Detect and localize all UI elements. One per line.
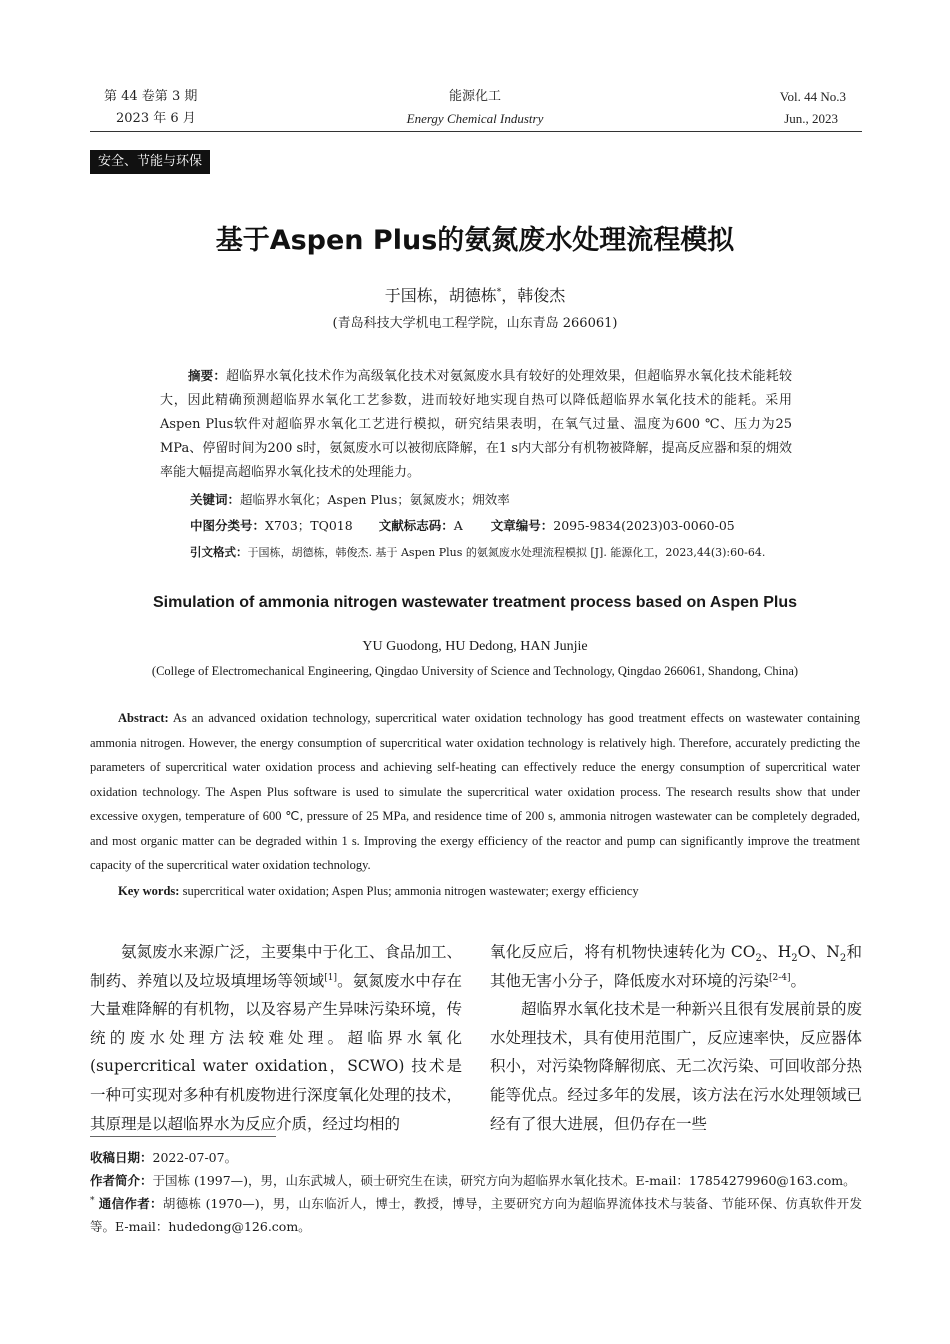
subscript: 2 xyxy=(839,953,847,965)
journal-volume-issue: 第 44 卷第 3 期 xyxy=(104,89,198,104)
corresponding-mark: * xyxy=(90,1195,95,1206)
received-value: 2022-07-07。 xyxy=(152,1150,238,1165)
body-paragraph xyxy=(490,938,862,995)
classification-row xyxy=(190,516,735,536)
keywords-cn-text: 超临界水氧化；Aspen Plus；氨氮废水；㶲效率 xyxy=(240,492,510,507)
body-text: O、N xyxy=(797,943,840,961)
footnote-author xyxy=(90,1169,862,1192)
authors-cn-main: 于国栋，胡德栋 xyxy=(384,286,497,305)
citation-text: 于国栋，胡德栋，韩俊杰. 基于 Aspen Plus 的氨氮废水处理流程模拟 [J]. 能源化工，2023,44(3):60-64. xyxy=(247,546,766,559)
keywords-cn-label: 关键词： xyxy=(190,492,241,507)
received-label: 收稿日期： xyxy=(90,1150,153,1165)
corresponding-mark: * xyxy=(496,287,502,298)
footnote-rule xyxy=(90,1136,276,1137)
citation xyxy=(190,542,765,563)
subscript: 2 xyxy=(791,953,798,965)
journal-volume-en: Vol. 44 No.3 xyxy=(779,89,846,104)
body-text: 氧化反应后，将有机物快速转化为 CO xyxy=(490,943,756,961)
body-text: 。 xyxy=(790,971,807,990)
authors-en: YU Guodong, HU Dedong, HAN Junjie xyxy=(362,639,588,654)
keywords-en xyxy=(118,880,639,902)
doc-code-value: A xyxy=(453,518,463,533)
clc-value: X703；TQ018 xyxy=(265,518,353,533)
author-label: 作者简介： xyxy=(90,1173,153,1188)
affiliation-cn: (青岛科技大学机电工程学院，山东青岛 266061) xyxy=(332,316,618,331)
body-text: 、H xyxy=(761,943,792,961)
journal-date: 2023 年 6 月 xyxy=(116,111,196,126)
article-no-label: 文章编号： xyxy=(490,518,554,533)
subscript: 2 xyxy=(755,953,762,965)
abstract-cn xyxy=(160,364,792,485)
header-rule xyxy=(90,131,862,132)
clc-label: 中图分类号： xyxy=(190,518,266,533)
abstract-en-label: Abstract: xyxy=(118,711,169,725)
affiliation-en: (College of Electromechanical Engineering, Qingdao University of Science and Technology, Qingdao 266061, Shandong, China) xyxy=(151,664,799,678)
abstract-en-text: As an advanced oxidation technology, supercritical water oxidation technology has good treatment effects on wastewater containing ammonia nitrogen. However, the energy consumption of supercritical water oxidation technology is relatively high. Therefore, accurately predicting the parameters of supercritical water oxidation process and achieving self-heating can effectively reduce the energy consumption of supercritical water oxidation technology. The Aspen Plus software is used to simulate the supercritical water oxidation process. The research results show that under excessive oxygen, temperature of 600 ℃, pressure of 25 MPa, and residence time of 200 s, ammonia nitrogen wastewater can be completely degraded, and most organic matter can be degraded within 1 s. Improving the exergy efficiency of the reactor and pump can significantly improve the treatment capacity of the supercritical water oxidation technology. xyxy=(90,711,861,872)
citation-label: 引文格式： xyxy=(190,545,248,559)
paper-title-en: Simulation of ammonia nitrogen wastewater treatment process based on Aspen Plus xyxy=(153,594,797,611)
footnotes xyxy=(90,1146,862,1238)
body-text: 。氨氮废水中存在大量难降解的有机物，以及容易产生异味污染环境，传统的废水处理方法较难处理。超临界水氧化 (supercritical water oxidation，SCWO) 技术是一种可实现对多种有机废物进行深度氧化处理的技术，其原理是以超临界水为反应介质，经过均相的 xyxy=(90,971,463,1133)
abstract-cn-label: 摘要： xyxy=(188,368,226,383)
body-left-column xyxy=(90,938,462,1138)
body-paragraph: 超临界水氧化技术是一种新兴且很有发展前景的废水处理技术，具有使用范围广，反应速率快，反应器体积小，对污染物降解彻底、无二次污染、可回收部分热能等优点。经过多年的发展，该方法在污水处理领域已经有了很大进展，但仍存在一些 xyxy=(490,1000,863,1133)
author-value: 于国栋 (1997—)，男，山东武城人，硕士研究生在读，研究方向为超临界水氧化技术。E-mail：17854279960@163.com。 xyxy=(152,1173,856,1188)
section-tag: 安全、节能与环保 xyxy=(90,150,210,174)
journal-name-en: Energy Chemical Industry xyxy=(406,111,544,126)
corresponding-label: 通信作者： xyxy=(98,1196,163,1211)
article-no-value: 2095-9834(2023)03-0060-05 xyxy=(553,518,735,533)
keywords-cn xyxy=(190,490,510,510)
footnote-received xyxy=(90,1146,862,1169)
reference-mark: [2-4] xyxy=(769,972,791,983)
body-text: 氨氮废水来源广泛，主要集中于化工、食品加工、制药、养殖以及垃圾填埋场等领域 xyxy=(90,943,463,990)
body-paragraph xyxy=(90,938,462,1138)
body-right-column xyxy=(490,938,862,1138)
journal-name-cn: 能源化工 xyxy=(448,89,501,104)
abstract-cn-text: 超临界水氧化技术作为高级氧化技术对氨氮废水具有较好的处理效果，但超临界水氧化技术能耗较大，因此精确预测超临界水氧化工艺参数，进而较好地实现自热可以降低超临界水氧化技术的能耗。采用Aspen Plus软件对超临界水氧化工艺进行模拟，研究结果表明，在氧气过量、温度为600 ℃、压力为25 MPa、停留时间为200 s时，氨氮废水可以被彻底降解，在1 s内大部分有机物被降解，提高反应器和泵的㶲效率能大幅提高超临界水氧化技术的处理能力。 xyxy=(160,369,792,480)
body-text: 和其他无害小分子，降低废水对环境的污染 xyxy=(490,943,862,990)
abstract-en xyxy=(90,706,860,878)
footnote-corresponding xyxy=(90,1192,862,1238)
authors-cn-rest: ，韩俊杰 xyxy=(501,286,566,305)
keywords-en-label: Key words: xyxy=(118,884,180,898)
corresponding-value: 胡德栋 (1970—)，男，山东临沂人，博士，教授，博导，主要研究方向为超临界流体技术与装备、节能环保、仿真软件开发等。E-mail：hudedong@126.com。 xyxy=(90,1196,862,1234)
paper-title-cn: 基于Aspen Plus的氨氮废水处理流程模拟 xyxy=(215,225,735,256)
authors-cn xyxy=(0,283,950,306)
journal-date-en: Jun., 2023 xyxy=(784,111,838,126)
doc-code-label: 文献标志码： xyxy=(378,518,454,533)
keywords-en-text: supercritical water oxidation; Aspen Plus; ammonia nitrogen wastewater; exergy efficiency xyxy=(182,884,639,898)
reference-mark: [1] xyxy=(324,972,338,983)
